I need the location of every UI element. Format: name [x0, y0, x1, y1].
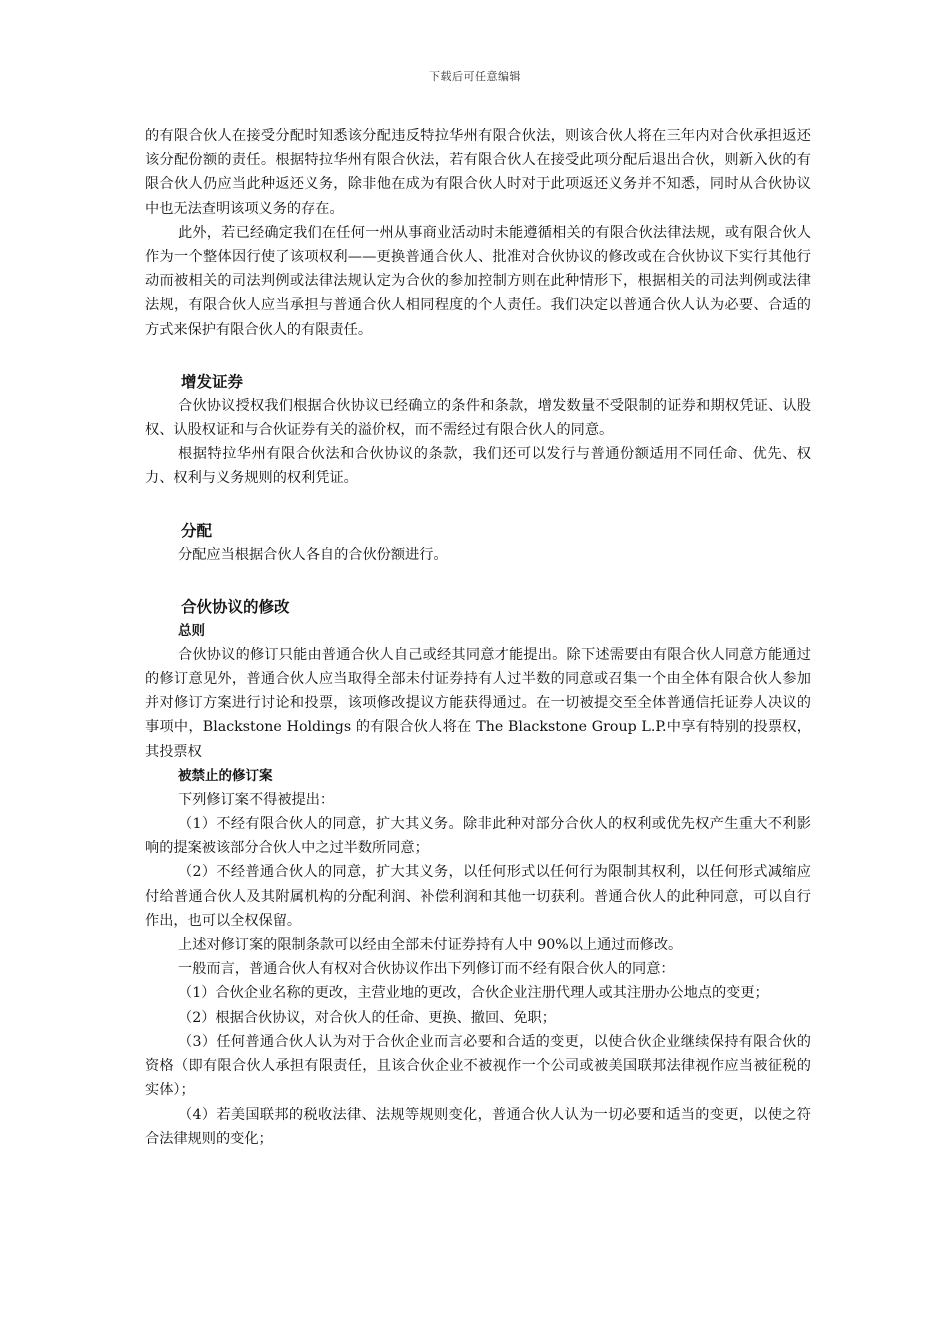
list-item-prohibited-2: （2）不经普通合伙人的同意，扩大其义务，以任何形式以任何行为限制其权利，以任何形式减缩应付给普通合伙人及其附属机构的分配利润、补偿利润和其他一切获利。普通合伙人的此种同意，可以自行作出，也可以全权保留。 [145, 864, 811, 929]
subheading-general: 总则 [178, 622, 205, 639]
paragraph-limit-note: 上述对修订案的限制条款可以经由全部未付证券持有人中 90%以上通过而修改。 [178, 937, 683, 954]
paragraph-return-obligation: 的有限合伙人在接受分配时知悉该分配违反特拉华州有限合伙法，则该合伙人将在三年内对合伙承担返还该分配份额的责任。根据特拉华州有限合伙法，若有限合伙人在接受此项分配后退出合伙，则新入伙的有限合伙人仍应当此种返还义务，除非他在成为有限合伙人时对于此项返还义务并不知悉，同时从合伙协议中也无法查明该项义务的存在。 [145, 128, 811, 217]
list-item-prohibited-1: （1）不经有限合伙人的同意，扩大其义务。除非此种对部分合伙人的权利或优先权产生重大不利影响的提案被该部分合伙人中之过半数所同意； [145, 816, 811, 857]
paragraph-control-liability: 此外，若已经确定我们在任何一州从事商业活动时未能遵循相关的有限合伙法律法规，或有限合伙人作为一个整体因行使了该项权利——更换普通合伙人、批准对合伙协议的修改或在合伙协议下实行其他行动而被相关的司法判例或法律法规认定为合伙的参加控制方则在此种情形下，根据相关的司法判例或法律法规，有限合伙人应当承担与普通合伙人相同程度的个人责任。我们决定以普通合伙人认为必要、合适的方式来保护有限合伙人的有限责任。 [145, 224, 811, 338]
paragraph-distribution: 分配应当根据合伙人各自的合伙份额进行。 [178, 546, 448, 563]
page-header: 下载后可任意编辑 [429, 70, 521, 83]
list-item-amend-4: （4）若美国联邦的税收法律、法规等规则变化，普通合伙人认为一切必要和适当的变更，以使之符合法律规则的变化； [145, 1106, 811, 1147]
paragraph-prohibited-intro: 下列修订案不得被提出： [178, 791, 335, 808]
paragraph-general-amend-intro: 一般而言，普通合伙人有权对合伙协议作出下列修订而不经有限合伙人的同意： [178, 961, 675, 978]
list-item-amend-3: （3）任何普通合伙人认为对于合伙企业而言必要和合适的变更，以使合伙企业继续保持有限合伙的资格（即有限合伙人承担有限责任，且该合伙企业不被视作一个公司或被美国联邦法律视作应当被征税的实体）； [145, 1033, 811, 1099]
list-item-amend-2: （2）根据合伙协议，对合伙人的任命、更换、撤回、免职； [178, 1009, 556, 1026]
document-body [145, 124, 811, 1151]
subheading-prohibited: 被禁止的修订案 [178, 767, 273, 784]
heading-amendment: 合伙协议的修改 [181, 597, 290, 616]
heading-issuance: 增发证券 [181, 372, 244, 391]
paragraph-issuance-rights: 根据特拉华州有限合伙法和合伙协议的条款，我们还可以发行与普通份额适用不同任命、优先、权力、权利与义务规则的权利凭证。 [145, 446, 811, 487]
paragraph-general-rules: 合伙协议的修订只能由普通合伙人自己或经其同意才能提出。除下述需要由有限合伙人同意方能通过的修订意见外，普通合伙人应当取得全部未付证券持有人过半数的同意或召集一个由全体有限合伙人参加并对修订方案进行讨论和投票，该项修改提议方能获得通过。在一切被提交至全体普通信托证券人决议的事项中，Blackstone Holdings 的有限合伙人将在 The Blackstone Group L.P.中享有特别的投票权，其投票权 [145, 646, 811, 760]
paragraph-issuance-authority: 合伙协议授权我们根据合伙协议已经确立的条件和条款，增发数量不受限制的证券和期权凭证、认股权、认股权证和与合伙证券有关的溢价权，而不需经过有限合伙人的同意。 [145, 397, 811, 439]
heading-distribution: 分配 [181, 521, 213, 540]
list-item-amend-1: （1）合伙企业名称的更改，主营业地的更改，合伙企业注册代理人或其注册办公地点的变更； [178, 985, 769, 1002]
